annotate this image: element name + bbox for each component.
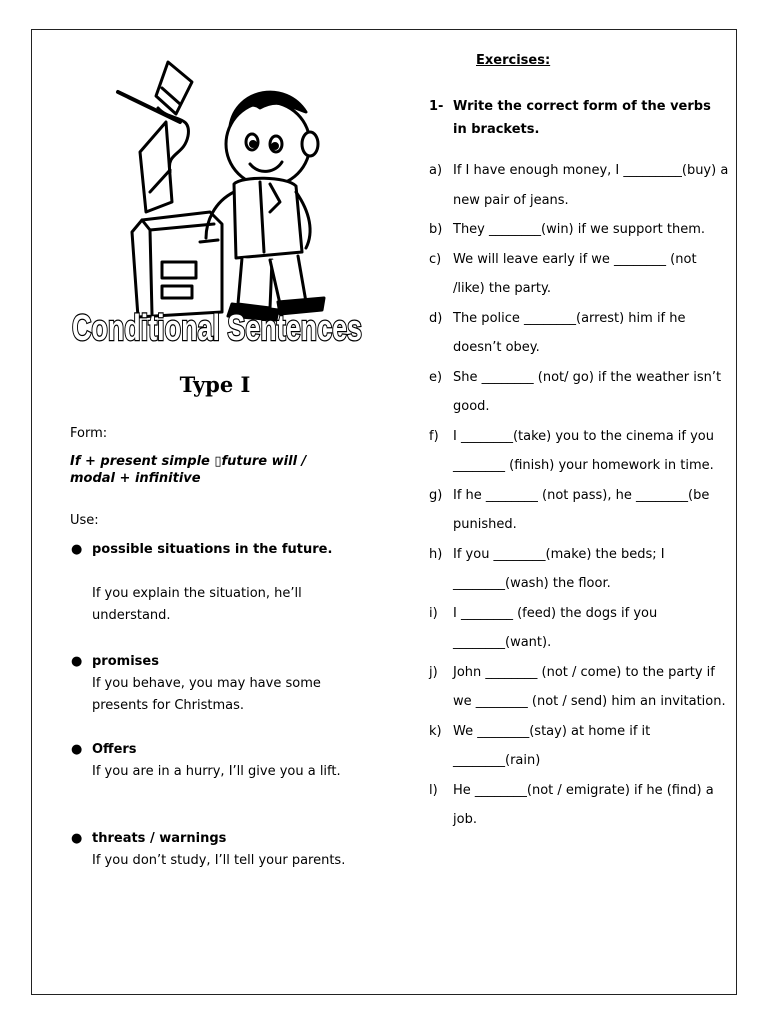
exercise-letter: c) xyxy=(429,251,442,267)
bullet-dot: ● xyxy=(71,831,83,846)
exercise-text: We ________(stay) at home if it ________(rain) xyxy=(453,723,651,768)
exercise-list xyxy=(429,156,729,835)
bullet-dot: ● xyxy=(71,742,83,757)
use-item-title: Offers xyxy=(92,742,137,757)
title-art-text: Conditional Sentences xyxy=(72,307,362,348)
form-label: Form: xyxy=(70,426,108,441)
use-item-title: possible situations in the future. xyxy=(92,542,333,557)
exercise-text: He ________(not / emigrate) if he (find) a job. xyxy=(453,782,714,827)
exercise-item xyxy=(429,215,729,245)
exercise-instruction xyxy=(429,95,729,141)
exercise-item xyxy=(429,156,729,215)
use-item-example: If you don’t study, I’ll tell your parents. xyxy=(92,853,346,868)
exercise-item xyxy=(429,658,729,717)
exercise-letter: k) xyxy=(429,723,442,739)
exercise-item xyxy=(429,363,729,422)
use-item-example: If you behave, you may have some presents for Christmas. xyxy=(92,676,321,713)
exercise-letter: h) xyxy=(429,546,443,562)
use-item-example: If you are in a hurry, I’ll give you a lift. xyxy=(92,764,341,779)
exercises-title: Exercises: xyxy=(476,53,551,68)
bullet-dot: ● xyxy=(71,654,83,669)
exercise-item xyxy=(429,540,729,599)
bullet-dot: ● xyxy=(71,542,83,557)
use-item-title: threats / warnings xyxy=(92,831,227,846)
exercise-text: The police ________(arrest) him if he doesn’t obey. xyxy=(453,310,686,355)
exercise-text: If I have enough money, I _________(buy) a new pair of jeans. xyxy=(453,163,729,208)
exercise-text: I ________(take) you to the cinema if you ________ (finish) your homework in time. xyxy=(453,428,715,473)
type-heading: Type I xyxy=(179,372,251,397)
instruction-number: 1- xyxy=(429,99,444,114)
exercise-item xyxy=(429,481,729,540)
exercise-letter: i) xyxy=(429,605,438,621)
use-item xyxy=(71,828,352,872)
exercise-letter: g) xyxy=(429,487,443,503)
exercise-item xyxy=(429,776,729,835)
instruction-text: Write the correct form of the verbs in brackets. xyxy=(453,99,711,137)
conditional-sentences-title-art xyxy=(70,288,365,358)
exercise-item xyxy=(429,422,729,481)
exercise-item xyxy=(429,245,729,304)
exercise-text: If you ________(make) the beds; I ________(wash) the floor. xyxy=(453,546,665,591)
use-item-title: promises xyxy=(92,654,159,669)
use-item-example: If you explain the situation, he’ll understand. xyxy=(92,586,302,623)
exercise-text: She ________ (not/ go) if the weather isn’t good. xyxy=(453,369,722,414)
exercise-item xyxy=(429,599,729,658)
exercise-letter: f) xyxy=(429,428,439,444)
use-item xyxy=(71,651,352,717)
boy-with-box-illustration xyxy=(110,52,335,327)
exercise-text: They ________(win) if we support them. xyxy=(453,222,706,237)
exercise-text: John ________ (not / come) to the party if we ________ (not / send) him an invitation. xyxy=(453,664,726,709)
exercise-item xyxy=(429,304,729,363)
use-item xyxy=(71,539,352,627)
exercise-text: We will leave early if we ________ (not /like) the party. xyxy=(453,251,697,296)
use-item xyxy=(71,739,352,783)
exercise-letter: a) xyxy=(429,163,443,178)
exercise-text: I ________ (feed) the dogs if you ________(want). xyxy=(453,605,658,650)
exercise-letter: e) xyxy=(429,369,443,385)
exercise-text: If he ________ (not pass), he ________(be punished. xyxy=(453,487,710,532)
exercise-letter: b) xyxy=(429,222,443,237)
form-formula: If + present simple ▯future will / modal + infinitive xyxy=(70,454,307,486)
exercise-item xyxy=(429,717,729,776)
exercise-letter: l) xyxy=(429,782,438,798)
use-label: Use: xyxy=(70,513,99,528)
exercise-letter: j) xyxy=(429,664,438,680)
exercise-letter: d) xyxy=(429,310,443,326)
